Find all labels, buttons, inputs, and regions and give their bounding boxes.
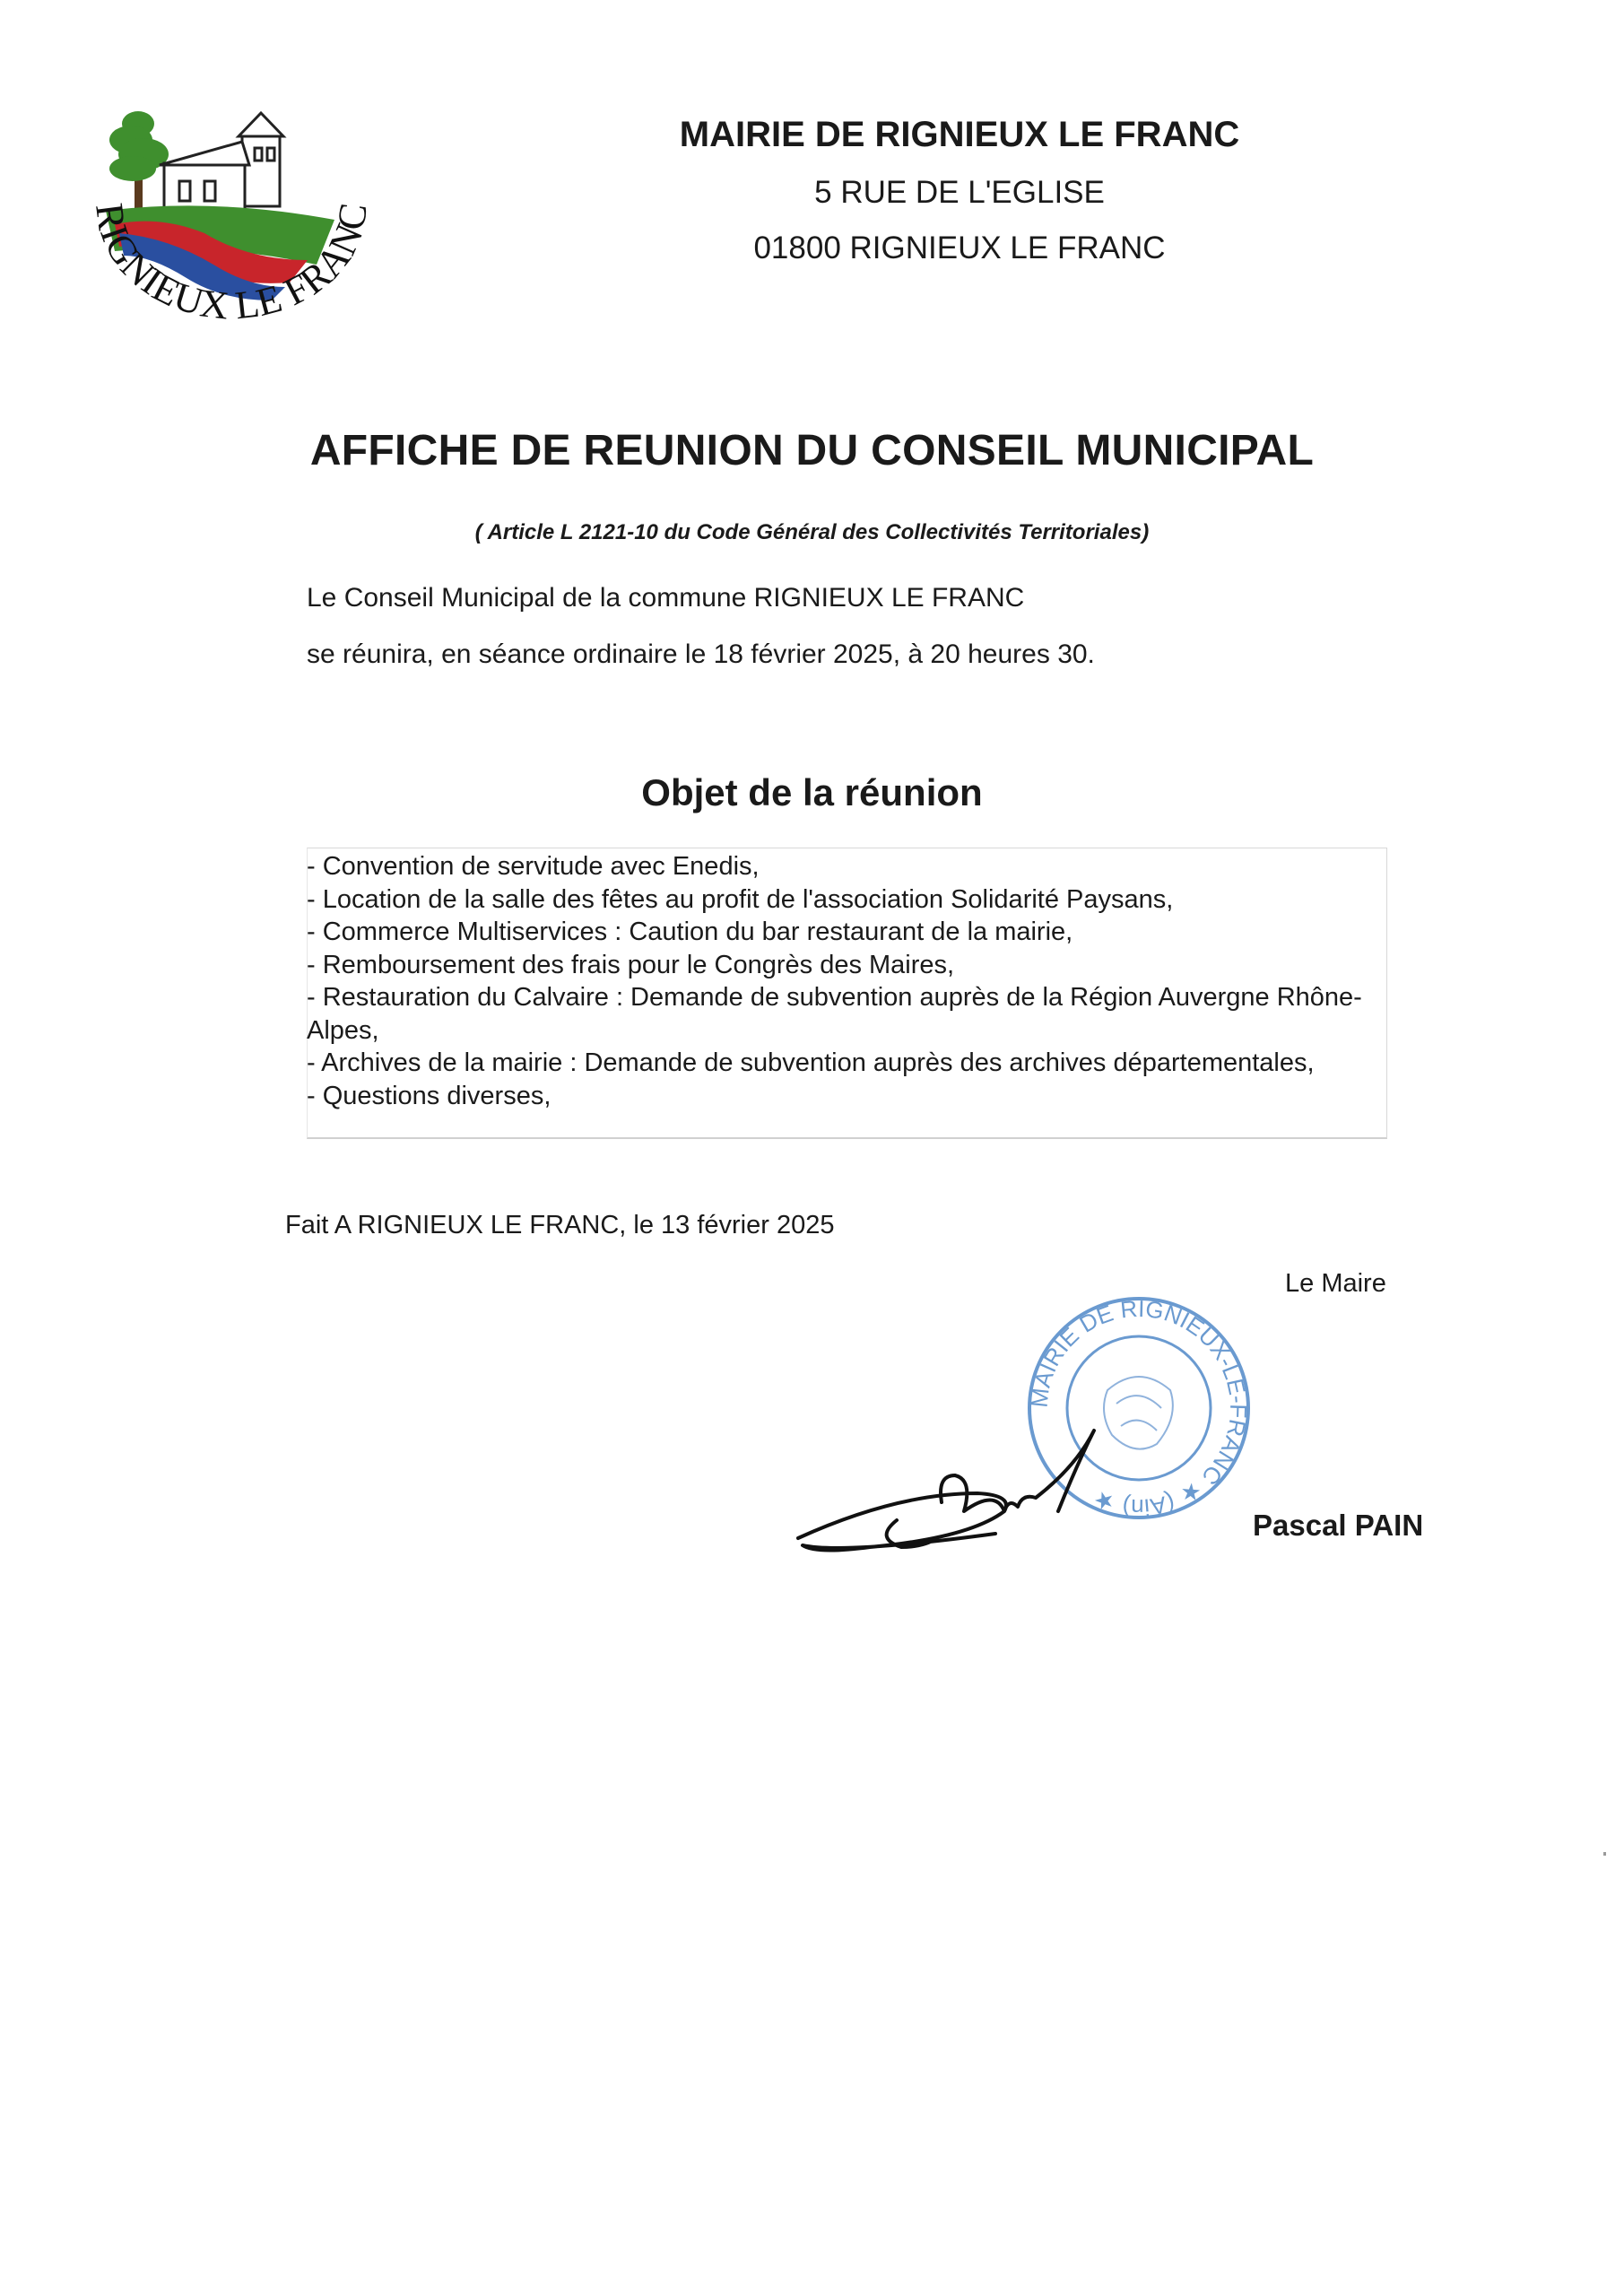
page-title: AFFICHE DE REUNION DU CONSEIL MUNICIPAL xyxy=(309,427,1315,474)
intro-line-1: Le Conseil Municipal de la commune RIGNIEUX LE FRANC xyxy=(307,583,1025,613)
agenda-item: - Questions diverses, xyxy=(307,1081,551,1110)
agenda-item: - Restauration du Calvaire : Demande de subvention auprès de la Région Auvergne Rhône-Alpes, xyxy=(307,983,1362,1045)
mairie-name: MAIRIE DE RIGNIEUX LE FRANC xyxy=(679,115,1240,154)
agenda-item: - Archives de la mairie : Demande de subvention auprès des archives départementales, xyxy=(307,1048,1315,1077)
church-icon xyxy=(160,113,283,213)
agenda-title: Objet de la réunion xyxy=(641,771,983,813)
signer-name: Pascal PAIN xyxy=(1253,1509,1424,1542)
agenda-item: - Convention de servitude avec Enedis, xyxy=(307,852,760,881)
mairie-street: 5 RUE DE L'EGLISE xyxy=(814,175,1105,210)
mayor-signature xyxy=(789,1413,1148,1565)
mairie-header xyxy=(502,115,1417,286)
logo-text: RIGNIEUX LE FRANC xyxy=(87,200,376,328)
signer-role: Le Maire xyxy=(1285,1269,1386,1298)
scan-speck xyxy=(1603,1852,1606,1856)
legal-reference: ( Article L 2121-10 du Code Général des Collectivités Territoriales) xyxy=(474,520,1150,544)
tree-icon xyxy=(109,111,169,181)
commune-logo xyxy=(79,108,384,345)
stamp-text: MAIRIE DE RIGNIEUX-LE-FRANC ★ (Ain) ★ xyxy=(1025,1294,1253,1522)
intro-line-2: se réunira, en séance ordinaire le 18 février 2025, à 20 heures 30. xyxy=(307,639,1095,669)
agenda-item: - Location de la salle des fêtes au profit de l'association Solidarité Paysans, xyxy=(307,884,1174,914)
agenda-item: - Commerce Multiservices : Caution du bar restaurant de la mairie, xyxy=(307,918,1073,946)
place-date: Fait A RIGNIEUX LE FRANC, le 13 février 2025 xyxy=(285,1211,835,1239)
agenda-item: - Remboursement des frais pour le Congrès des Maires, xyxy=(307,950,955,979)
agenda-list xyxy=(307,850,1387,1112)
mairie-city: 01800 RIGNIEUX LE FRANC xyxy=(753,230,1166,265)
